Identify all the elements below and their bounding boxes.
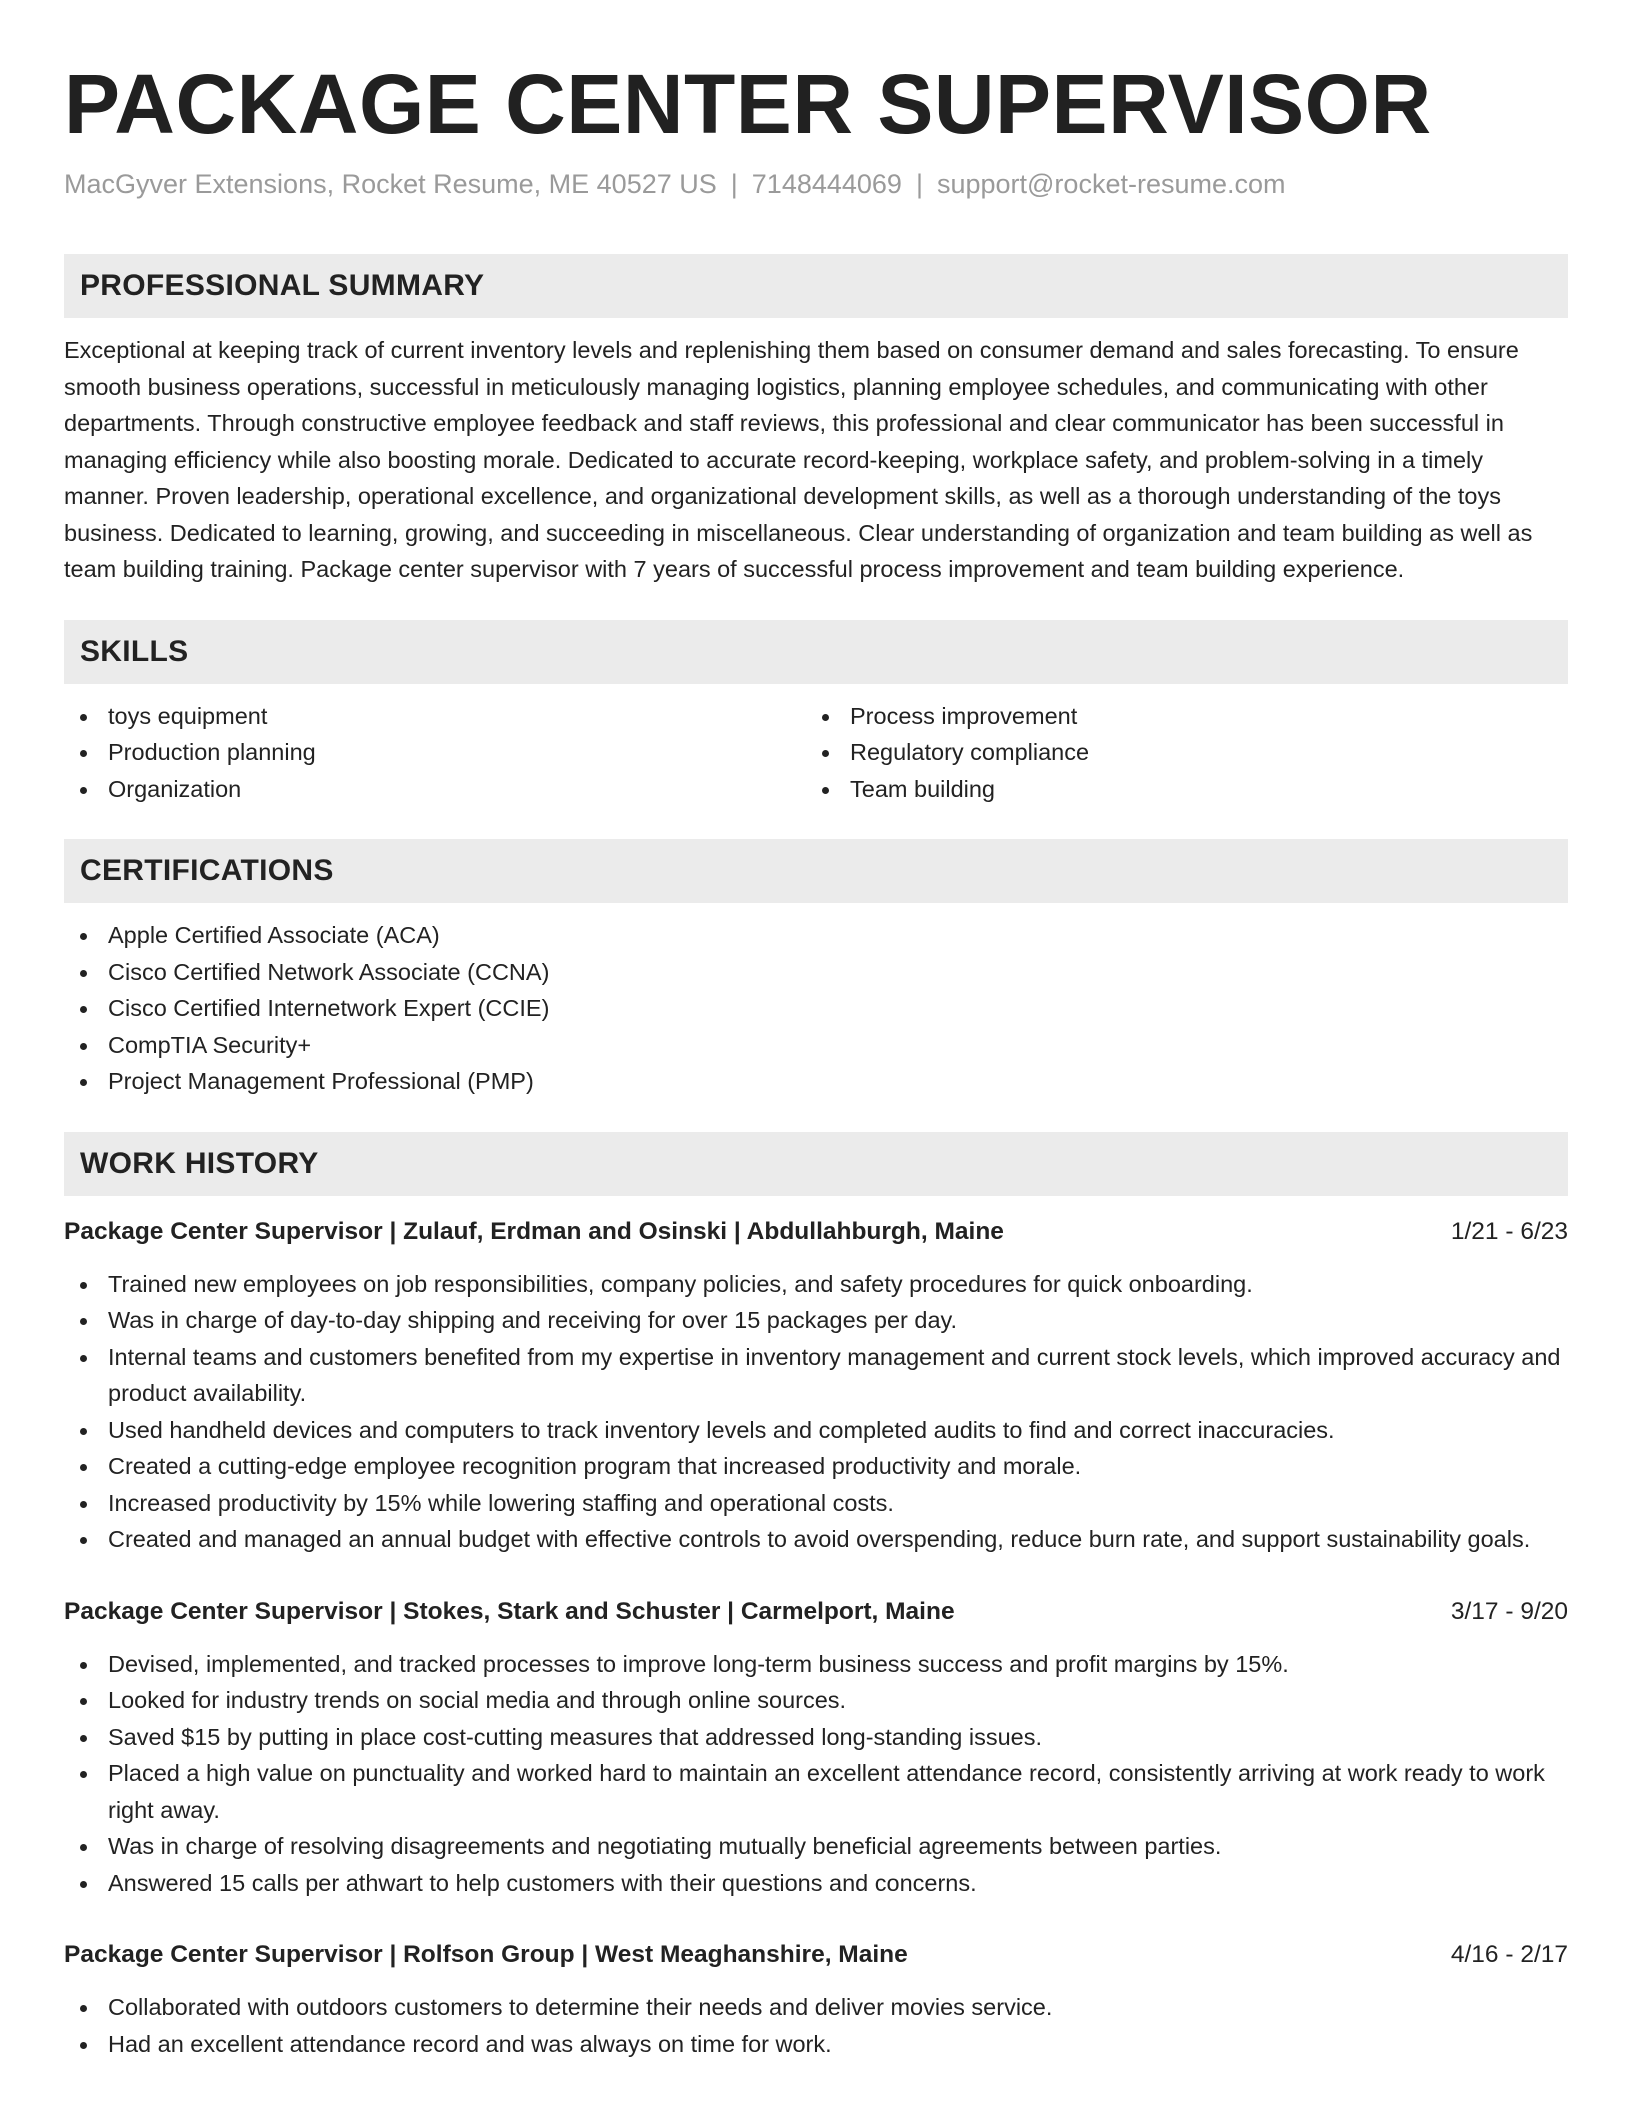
job-bullet: Increased productivity by 15% while lowering staffing and operational costs. [64,1485,1568,1522]
skill-item: Regulatory compliance [806,734,1548,771]
skills-column-left [64,698,806,808]
skill-item: Process improvement [806,698,1548,735]
job-bullet: Answered 15 calls per athwart to help customers with their questions and concerns. [64,1865,1568,1902]
job-bullet: Internal teams and customers benefited from my expertise in inventory management and current stock levels, which improved accuracy and product availability. [64,1339,1568,1412]
job-bullet: Looked for industry trends on social media and through online sources. [64,1682,1568,1719]
contact-separator: | [915,169,923,199]
job-bullets [64,1989,1568,2062]
job-header [64,1214,1568,1250]
contact-phone: 7148444069 [751,169,902,199]
certification-item: Cisco Certified Internetwork Expert (CCIE) [64,990,1568,1027]
contact-separator: | [730,169,738,199]
job-entry [64,1594,1568,1902]
skill-item: Team building [806,771,1548,808]
section-header-certifications: CERTIFICATIONS [64,839,1568,903]
job-dates: 3/17 - 9/20 [1450,1597,1568,1625]
skill-item: toys equipment [64,698,806,735]
job-dates: 1/21 - 6/23 [1450,1217,1568,1245]
job-header [64,1594,1568,1630]
section-header-skills: SKILLS [64,620,1568,684]
resume-title: PACKAGE CENTER SUPERVISOR [64,57,1432,151]
summary-text: Exceptional at keeping track of current inventory levels and replenishing them based on consumer demand and sales forecasting. To ensure smooth business operations, successful in meticulously managing logistics, planning employee schedules, and communicating with other departments. Through constructive employee feedback and staff reviews, this professional and clear communicator has been successful in managing efficiency while also boosting morale. Dedicated to accurate record-keeping, workplace safety, and problem-solving in a timely manner. Proven leadership, operational excellence, and organizational development skills, as well as a thorough understanding of the toys business. Dedicated to learning, growing, and succeeding in miscellaneous. Clear understanding of organization and team building as well as team building training. Package center supervisor with 7 years of successful process improvement and team building experience. [64,337,1533,582]
skill-item: Organization [64,771,806,808]
job-bullet: Collaborated with outdoors customers to determine their needs and deliver movies service. [64,1989,1568,2026]
certification-item: Cisco Certified Network Associate (CCNA) [64,954,1568,991]
contact-address: MacGyver Extensions, Rocket Resume, ME 40527 US [64,169,717,199]
skill-item: Production planning [64,734,806,771]
job-title: Package Center Supervisor | Zulauf, Erdman and Osinski | Abdullahburgh, Maine [64,1217,1004,1245]
skills-grid [64,698,1568,808]
job-bullet: Placed a high value on punctuality and worked hard to maintain an excellent attendance record, consistently arriving at work ready to work right away. [64,1755,1568,1828]
job-dates: 4/16 - 2/17 [1450,1941,1568,1968]
certification-item: CompTIA Security+ [64,1027,1568,1064]
job-bullet: Devised, implemented, and tracked processes to improve long-term business success and profit margins by 15%. [64,1646,1568,1683]
job-bullets [64,1646,1568,1902]
job-bullet: Saved $15 by putting in place cost-cutting measures that addressed long-standing issues. [64,1719,1568,1756]
certification-item: Project Management Professional (PMP) [64,1063,1568,1100]
contact-line [64,166,1568,202]
section-header-summary: PROFESSIONAL SUMMARY [64,254,1568,318]
contact-email: support@rocket-resume.com [936,169,1286,199]
certification-item: Apple Certified Associate (ACA) [64,917,1568,954]
skills-column-right [806,698,1548,808]
job-title: Package Center Supervisor | Stokes, Stark and Schuster | Carmelport, Maine [64,1597,955,1625]
job-bullet: Created and managed an annual budget with effective controls to avoid overspending, reduce burn rate, and support sustainability goals. [64,1521,1568,1558]
job-bullet: Trained new employees on job responsibilities, company policies, and safety procedures for quick onboarding. [64,1266,1568,1303]
certifications-list [64,917,1568,1100]
job-bullets [64,1266,1568,1558]
job-header [64,1937,1568,1973]
job-bullet: Had an excellent attendance record and was always on time for work. [64,2026,1568,2063]
job-bullet: Was in charge of day-to-day shipping and receiving for over 15 packages per day. [64,1302,1568,1339]
job-entry [64,1937,1568,2062]
job-bullet: Used handheld devices and computers to track inventory levels and completed audits to find and correct inaccuracies. [64,1412,1568,1449]
job-entry [64,1214,1568,1558]
job-bullet: Was in charge of resolving disagreements and negotiating mutually beneficial agreements between parties. [64,1828,1568,1865]
section-header-work-history: WORK HISTORY [64,1132,1568,1196]
job-title: Package Center Supervisor | Rolfson Group | West Meaghanshire, Maine [64,1941,908,1968]
job-bullet: Created a cutting-edge employee recognition program that increased productivity and morale. [64,1448,1568,1485]
